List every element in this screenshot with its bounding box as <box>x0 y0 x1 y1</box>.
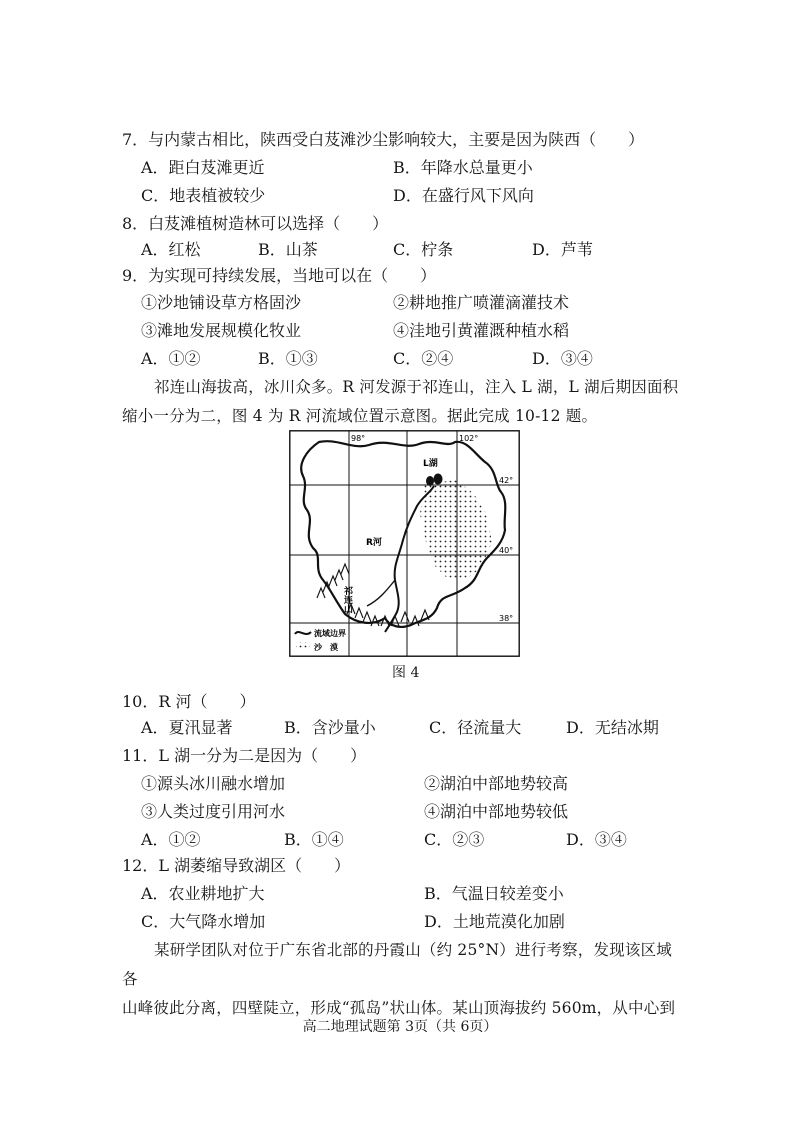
q12-option-c: C．大气降水增加 <box>141 912 266 931</box>
q8-option-d: D．芦苇 <box>532 240 593 259</box>
page-footer: 高二地理试题第 3页（共 6页） <box>302 1019 498 1035</box>
legend-boundary-label: 流域边界 <box>314 629 346 638</box>
l-lake-label: L湖 <box>423 459 438 469</box>
q11-statement-2: ②湖泊中部地势较高 <box>424 774 569 793</box>
q11-option-c: C．②③ <box>424 830 485 849</box>
q10-option-c: C．径流量大 <box>429 718 522 737</box>
q8-option-c: C．柠条 <box>393 240 454 259</box>
passage-qilian <box>122 373 682 431</box>
map-legend <box>292 626 346 654</box>
l-lake-east <box>434 474 443 485</box>
lon-label-102: 102° <box>459 434 479 443</box>
q10-option-a: A．夏汛显著 <box>141 718 233 737</box>
lon-label-98: 98° <box>351 434 366 443</box>
q9-statement-3: ③滩地发展规模化牧业 <box>141 321 302 340</box>
q8-option-b: B．山茶 <box>258 240 318 259</box>
q12-stem: 12．L 湖萎缩导致湖区（ ） <box>122 856 351 875</box>
passage-danxia-line-1: 某研学团队对位于广东省北部的丹霞山（约 25°N）进行考察，发现该区域各 <box>122 941 672 988</box>
q8-option-a: A．红松 <box>141 240 201 259</box>
q7-option-d: D．在盛行风下风向 <box>393 186 534 205</box>
lat-label-40: 40° <box>499 546 514 555</box>
legend-desert-label: 沙 漠 <box>314 643 338 652</box>
q12-option-a: A．农业耕地扩大 <box>141 884 265 903</box>
legend-desert-symbol <box>296 642 310 650</box>
q9-option-a: A．①② <box>141 349 201 368</box>
figure-caption: 图 4 <box>392 665 420 681</box>
passage-danxia <box>122 936 682 1023</box>
passage-qilian-line-2: 缩小一分为二，图 4 为 R 河流域位置示意图。据此完成 10-12 题。 <box>122 407 598 425</box>
q9-statement-2: ②耕地推广喷灌滴灌技术 <box>393 293 570 312</box>
q11-statement-1: ①源头冰川融水增加 <box>141 774 286 793</box>
q9-option-c: C．②④ <box>393 349 454 368</box>
q9-stem: 9．为实现可持续发展，当地可以在（ ） <box>122 266 437 285</box>
q9-option-b: B．①③ <box>258 349 318 368</box>
passage-qilian-line-1: 祁连山海拔高，冰川众多。R 河发源于祁连山，注入 L 湖，L 湖后期因面积 <box>154 378 679 396</box>
q11-stem: 11．L 湖一分为二是因为（ ） <box>122 746 367 765</box>
q11-option-b: B．①④ <box>284 830 344 849</box>
q9-option-d: D．③④ <box>532 349 593 368</box>
q11-option-d: D．③④ <box>566 830 627 849</box>
q10-stem: 10．R 河（ ） <box>122 692 256 711</box>
q9-statement-4: ④洼地引黄灌溉种植水稻 <box>393 321 570 340</box>
q7-stem: 7．与内蒙古相比，陕西受白芨滩沙尘影响较大，主要是因为陕西（ ） <box>122 130 645 149</box>
q11-statement-3: ③人类过度引用河水 <box>141 802 286 821</box>
q7-option-a: A．距白芨滩更近 <box>141 158 265 177</box>
lat-label-38: 38° <box>499 614 514 623</box>
l-lake-west <box>426 476 434 486</box>
q7-option-c: C．地表植被较少 <box>141 186 266 205</box>
q11-statement-4: ④湖泊中部地势较低 <box>424 802 569 821</box>
qilian-label: 祁连山 <box>342 586 352 613</box>
q10-option-d: D．无结冰期 <box>566 718 659 737</box>
q12-option-d: D．土地荒漠化加剧 <box>424 912 565 931</box>
q10-option-b: B．含沙量小 <box>284 718 376 737</box>
q12-option-b: B．气温日较差变小 <box>424 884 564 903</box>
q7-option-b: B．年降水总量更小 <box>393 158 533 177</box>
passage-danxia-line-2: 山峰彼此分离，四壁陡立，形成“孤岛”状山体。某山顶海拔约 560m，从中心到 <box>122 999 676 1017</box>
r-river-basin-map <box>289 430 520 657</box>
lat-label-42: 42° <box>499 476 514 485</box>
r-river-label: R河 <box>366 538 382 548</box>
q8-stem: 8．白芨滩植树造林可以选择（ ） <box>122 214 389 233</box>
q11-option-a: A．①② <box>141 830 201 849</box>
q9-statement-1: ①沙地铺设草方格固沙 <box>141 293 302 312</box>
